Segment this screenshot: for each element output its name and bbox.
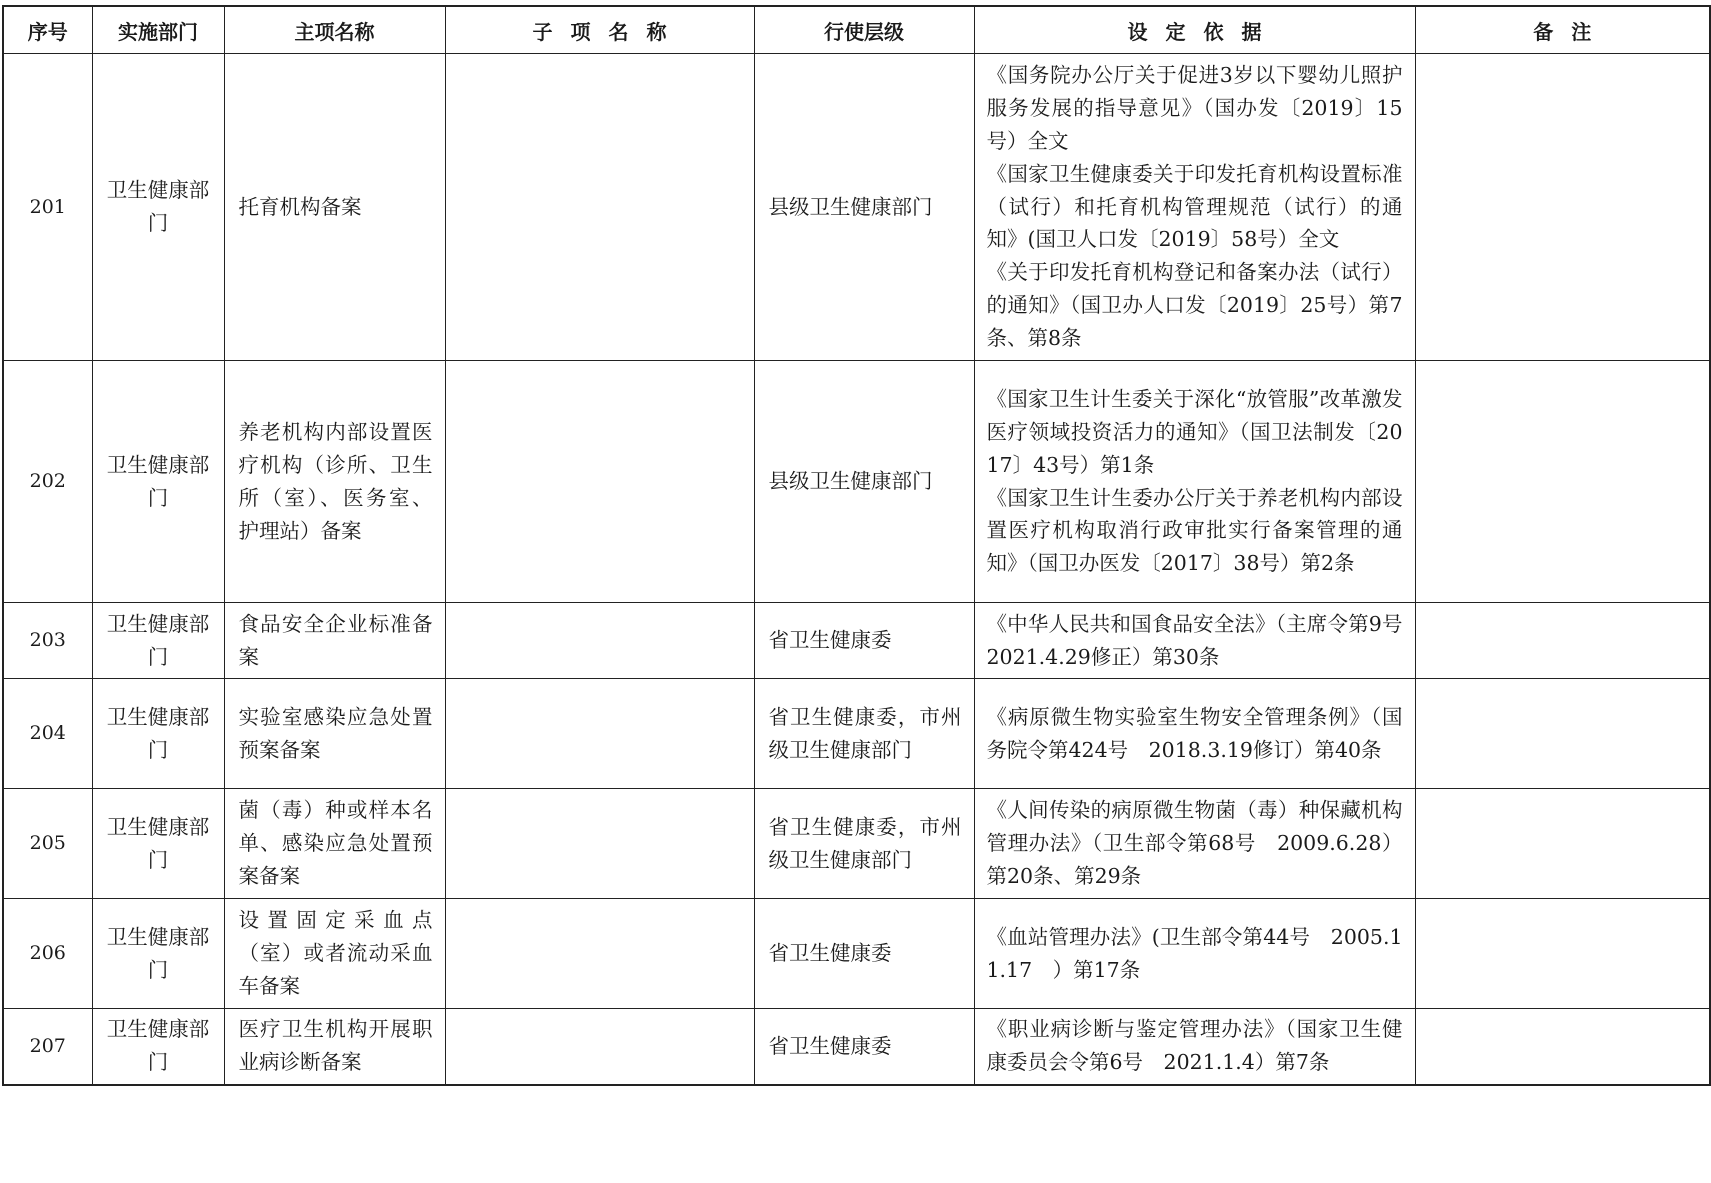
table-row xyxy=(3,603,1710,679)
table-row xyxy=(3,899,1710,1009)
row-basis: 《职业病诊断与鉴定管理办法》（国家卫生健康委员会令第6号 2021.1.4）第7条 xyxy=(974,1009,1415,1085)
row-main-item: 医疗卫生机构开展职业病诊断备案 xyxy=(224,1009,445,1085)
row-sub-item xyxy=(445,603,754,679)
filing-items-table xyxy=(2,5,1711,1086)
row-level: 省卫生健康委 xyxy=(754,899,974,1009)
table-row xyxy=(3,679,1710,789)
row-main-item: 养老机构内部设置医疗机构（诊所、卫生所（室）、医务室、护理站）备案 xyxy=(224,361,445,603)
row-basis: 《血站管理办法》(卫生部令第44号 2005.11.17 ）第17条 xyxy=(974,899,1415,1009)
row-main-item: 菌（毒）种或样本名单、感染应急处置预案备案 xyxy=(224,789,445,899)
row-sub-item xyxy=(445,899,754,1009)
document-page xyxy=(2,5,1709,1086)
row-seq: 205 xyxy=(3,789,92,899)
row-sub-item xyxy=(445,1009,754,1085)
row-main-item: 设置固定采血点（室）或者流动采血车备案 xyxy=(224,899,445,1009)
row-note xyxy=(1415,361,1710,603)
header-note: 备注 xyxy=(1415,6,1710,54)
header-level: 行使层级 xyxy=(754,6,974,54)
row-dept: 卫生健康部门 xyxy=(92,54,224,361)
header-dept: 实施部门 xyxy=(92,6,224,54)
row-sub-item xyxy=(445,789,754,899)
table-row xyxy=(3,361,1710,603)
table-header-row xyxy=(3,6,1710,54)
row-sub-item xyxy=(445,361,754,603)
row-basis: 《国务院办公厅关于促进3岁以下婴幼儿照护服务发展的指导意见》（国办发〔2019〕15号）全文 《国家卫生健康委关于印发托育机构设置标准（试行）和托育机构管理规范（试行）的通知》(国卫人口发〔2019〕58号）全文 《关于印发托育机构登记和备案办法（试行）的通知》（国卫办人口发〔2019〕25号）第7条、第8条 xyxy=(974,54,1415,361)
row-level: 县级卫生健康部门 xyxy=(754,361,974,603)
row-sub-item xyxy=(445,54,754,361)
row-level: 省卫生健康委，市州级卫生健康部门 xyxy=(754,679,974,789)
row-seq: 201 xyxy=(3,54,92,361)
row-seq: 202 xyxy=(3,361,92,603)
row-level: 县级卫生健康部门 xyxy=(754,54,974,361)
row-seq: 206 xyxy=(3,899,92,1009)
row-note xyxy=(1415,789,1710,899)
row-basis: 《病原微生物实验室生物安全管理条例》（国务院令第424号 2018.3.19修订）第40条 xyxy=(974,679,1415,789)
row-note xyxy=(1415,899,1710,1009)
row-dept: 卫生健康部门 xyxy=(92,789,224,899)
header-main-item: 主项名称 xyxy=(224,6,445,54)
row-level: 省卫生健康委 xyxy=(754,1009,974,1085)
row-note xyxy=(1415,1009,1710,1085)
header-basis: 设定依据 xyxy=(974,6,1415,54)
table-row xyxy=(3,54,1710,361)
row-dept: 卫生健康部门 xyxy=(92,603,224,679)
row-note xyxy=(1415,603,1710,679)
table-row xyxy=(3,1009,1710,1085)
row-main-item: 食品安全企业标准备案 xyxy=(224,603,445,679)
row-dept: 卫生健康部门 xyxy=(92,679,224,789)
row-dept: 卫生健康部门 xyxy=(92,899,224,1009)
table-row xyxy=(3,789,1710,899)
row-note xyxy=(1415,679,1710,789)
header-seq: 序号 xyxy=(3,6,92,54)
row-basis: 《国家卫生计生委关于深化“放管服”改革激发医疗领域投资活力的通知》（国卫法制发〔2017〕43号）第1条 《国家卫生计生委办公厅关于养老机构内部设置医疗机构取消行政审批实行备案管理的通知》（国卫办医发〔2017〕38号）第2条 xyxy=(974,361,1415,603)
row-main-item: 实验室感染应急处置预案备案 xyxy=(224,679,445,789)
row-basis: 《人间传染的病原微生物菌（毒）种保藏机构管理办法》（卫生部令第68号 2009.6.28）第20条、第29条 xyxy=(974,789,1415,899)
header-sub-item: 子项名称 xyxy=(445,6,754,54)
table-body xyxy=(3,54,1710,1085)
row-seq: 207 xyxy=(3,1009,92,1085)
row-sub-item xyxy=(445,679,754,789)
row-dept: 卫生健康部门 xyxy=(92,1009,224,1085)
row-level: 省卫生健康委，市州级卫生健康部门 xyxy=(754,789,974,899)
row-seq: 203 xyxy=(3,603,92,679)
row-seq: 204 xyxy=(3,679,92,789)
row-level: 省卫生健康委 xyxy=(754,603,974,679)
row-basis: 《中华人民共和国食品安全法》（主席令第9号 2021.4.29修正）第30条 xyxy=(974,603,1415,679)
row-dept: 卫生健康部门 xyxy=(92,361,224,603)
row-main-item: 托育机构备案 xyxy=(224,54,445,361)
row-note xyxy=(1415,54,1710,361)
